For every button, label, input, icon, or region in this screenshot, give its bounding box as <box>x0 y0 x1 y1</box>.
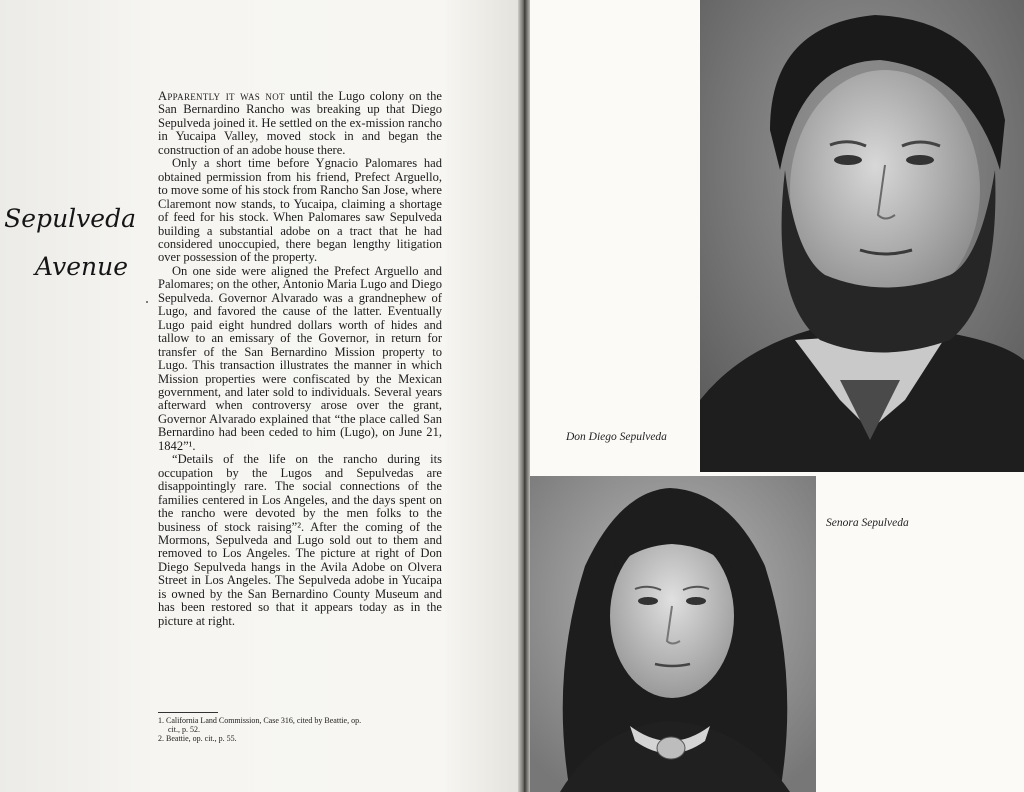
stray-mark <box>146 301 148 303</box>
chapter-heading-line1: Sepulveda <box>4 204 136 233</box>
paragraph-3: On one side were aligned the Prefect Arguello and Palomares; on the other, Antonio Maria Lugo and Diego Sepulveda. Governor Alvarado was a grandnephew of Lugo, and favored the cause of the latter. Eventually Lugo paid eight hundred dollars worth of hides and tallow to an emissary of the Governor, in return for transfer of the San Bernardino Mission property to Lugo. This transaction illustrates the manner in which Mission properties were confiscated by the Mexican government, and later sold to individuals. Several years afterward when controversy arose over the grant, Governor Alvarado explained that “the place called San Bernardino had been ceded to him (Lugo), on June 21, 1842”¹. <box>158 263 442 453</box>
caption-senora: Senora Sepulveda <box>826 517 909 529</box>
paragraph-1 <box>158 90 442 157</box>
footnote-1-continued: cit., p. 52. <box>168 725 200 734</box>
chapter-heading-line2: Avenue <box>35 252 128 281</box>
body-text <box>158 90 442 628</box>
footnote-rule <box>158 712 218 713</box>
paragraph-4: “Details of the life on the rancho during its occupation by the Lugos and Sepulvedas are disappointingly rare. The social connections of the families centered in Los Angeles, and the days spent on the rancho were devoted by the men folks to the business of stock raising”². After the coming of the Mormons, Sepulveda and Lugo sold out to them and removed to Los Angeles. The picture at right of Don Diego Sepulveda hangs in the Avila Adobe on Olvera Street in Los Angeles. The Sepulveda adobe in Yucaipa is owned by the San Bernardino County Museum and has been restored so that it appears today as in the picture at right. <box>158 452 442 628</box>
footnote-2: 2. Beattie, op. cit., p. 55. <box>158 734 237 743</box>
footnotes <box>158 716 442 743</box>
lead-rest: until the Lugo colony on the San Bernardino Rancho was breaking up that Diego Sepulveda joined it. He settled on the ex-mission rancho in Yucaipa Valley, moved stock in and began the construction of an adobe house there. <box>158 89 442 157</box>
book-gutter <box>518 0 530 792</box>
portrait-don-diego-sepulveda <box>700 0 1024 472</box>
paragraph-2: Only a short time before Ygnacio Palomares had obtained permission from his friend, Prefect Arguello, to move some of his stock from Rancho San Jose, where Claremont now stands, to Yucaipa, claiming a shortage of feed for his stock. When Palomares saw Sepulveda building a substantial adobe on a tract that he had considered unoccupied, there began lengthy litigation over possession of the property. <box>158 156 442 265</box>
footnote-1: 1. California Land Commission, Case 316, cited by Beattie, op. <box>158 716 362 725</box>
caption-don-diego: Don Diego Sepulveda <box>566 431 667 443</box>
lead-small-caps: Apparently it was not <box>158 89 285 103</box>
portrait-senora-sepulveda <box>530 476 816 792</box>
